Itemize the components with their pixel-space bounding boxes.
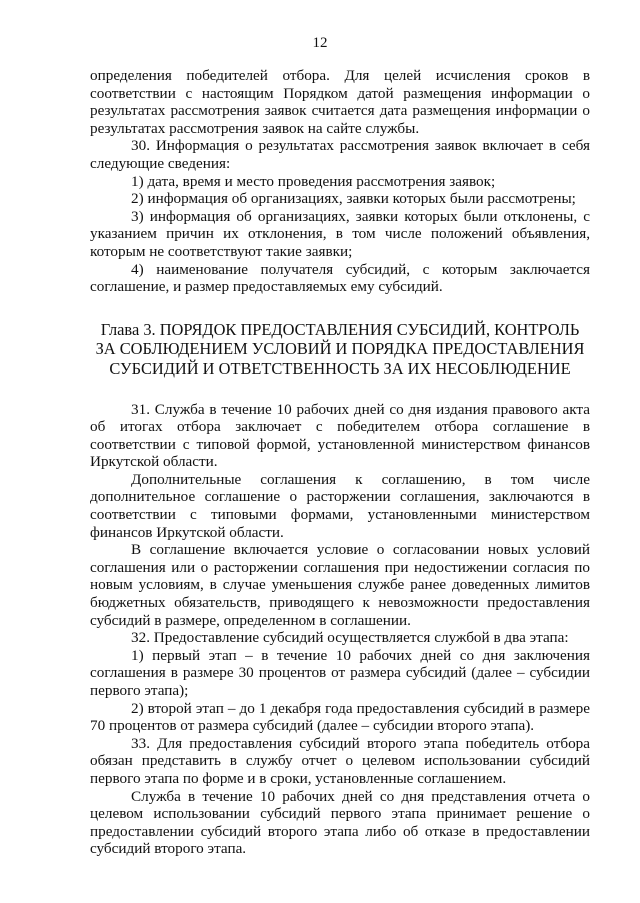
paragraph-continuation: определения победителей отбора. Для целей исчисления сроков в соответствии с настоящим Порядком датой размещения информации о результатах рассмотрения заявок считается дата размещения информации о результатах рассмотрения заявок на сайте службы. [90, 67, 590, 137]
paragraph-additional-agreements: Дополнительные соглашения к соглашению, в том числе дополнительное соглашение о расторжении соглашения, заключаются в соответствии с типовыми формами, установленными министерством финансов Иркутской области. [90, 470, 590, 541]
chapter-heading: Глава 3. ПОРЯДОК ПРЕДОСТАВЛЕНИЯ СУБСИДИЙ, КОНТРОЛЬ ЗА СОБЛЮДЕНИЕМ УСЛОВИЙ И ПОРЯДКА ПРЕДОСТАВЛЕНИЯ СУБСИДИЙ И ОТВЕТСТВЕННОСТЬ ЗА ИХ НЕСОБЛЮДЕНИЕ [95, 319, 585, 378]
list-item-30-3: 3) информация об организациях, заявки которых были отклонены, с указанием причин их отклонения, в том числе положений объявления, которым не соответствуют такие заявки; [90, 207, 590, 260]
paragraph-item-31: 31. Служба в течение 10 рабочих дней со дня издания правового акта об итогах отбора заключает с победителем отбора соглашение в соответствии с типовой формой, установленной министерством финансов Иркутской области. [90, 400, 590, 471]
page-number: 12 [312, 35, 328, 51]
paragraph-item-33: 33. Для предоставления субсидий второго этапа победитель отбора обязан представить в службу отчет о целевом использовании субсидий первого этапа по форме и в сроки, установленные соглашением. [90, 734, 590, 787]
paragraph-item-30: 30. Информация о результатах рассмотрения заявок включает в себя следующие сведения: [90, 137, 590, 172]
document-body [90, 67, 590, 858]
list-item-32-1: 1) первый этап – в течение 10 рабочих дней со дня заключения соглашения в размере 30 процентов от размера субсидий (далее – субсидии первого этапа); [90, 646, 590, 699]
list-item-30-2: 2) информация об организациях, заявки которых были рассмотрены; [131, 190, 576, 208]
paragraph-agreement-condition: В соглашение включается условие о согласовании новых условий соглашения или о расторжении соглашения при недостижении согласия по новым условиям, в случае уменьшения службе ранее доведенных лимитов бюджетных обязательств, приводящего к невозможности предоставления субсидий в размере, определенном в соглашении. [90, 541, 590, 629]
paragraph-service-decision: Служба в течение 10 рабочих дней со дня представления отчета о целевом использовании субсидий первого этапа принимает решение о предоставлении субсидий второго этапа либо об отказе в предоставлении субсидий второго этапа. [90, 787, 590, 858]
list-item-30-4: 4) наименование получателя субсидий, с которым заключается соглашение, и размер предоставляемых ему субсидий. [90, 260, 590, 296]
paragraph-item-32: 32. Предоставление субсидий осуществляется службой в два этапа: [131, 629, 569, 647]
list-item-32-2: 2) второй этап – до 1 декабря года предоставления субсидий в размере 70 процентов от размера субсидий (далее – субсидии второго этапа). [90, 699, 590, 735]
list-item-30-1: 1) дата, время и место проведения рассмотрения заявок; [131, 172, 496, 190]
